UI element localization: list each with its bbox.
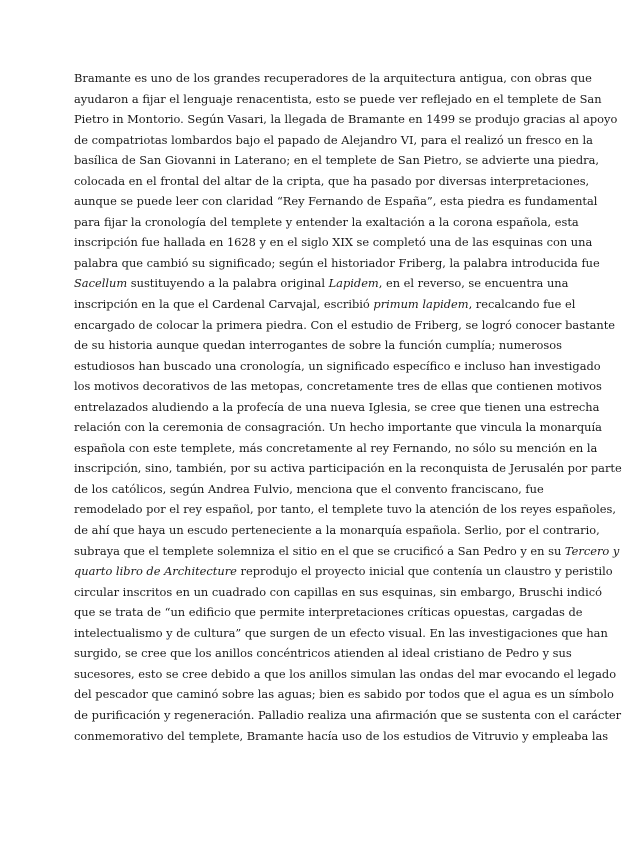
text-line: de purificación y regeneración. Palladio realiza una afirmación que se sustenta con el carácter xyxy=(74,707,622,722)
text-line: Bramante es uno de los grandes recuperadores de la arquitectura antigua, con obras que xyxy=(74,71,592,85)
text-line: de ahí que haya un escudo perteneciente a la monarquía española. Serlio, por el contrario, xyxy=(74,523,600,538)
text-line: remodelado por el rey español, por tanto, el templete tuvo la atención de los reyes españoles, xyxy=(74,502,616,517)
text-line: los motivos decorativos de las metopas, concretamente tres de ellas que contienen motivos xyxy=(74,379,602,394)
italic-term: Sacellum xyxy=(74,276,128,291)
text-line: surgido, se cree que los anillos concéntricos atienden al ideal cristiano de Pedro y sus xyxy=(74,646,572,661)
text-line: conmemorativo del templete, Bramante hacía uso de los estudios de Vitruvio y empleaba las xyxy=(74,728,609,743)
text-line: del pescador que caminó sobre las aguas; bien es sabido por todos que el agua es un símbolo xyxy=(74,687,614,702)
text-line: basílica de San Giovanni in Laterano; en el templete de San Pietro, se advierte una piedra, xyxy=(74,153,599,168)
text-line: intelectualismo y de cultura” que surgen de un efecto visual. En las investigaciones que han xyxy=(74,625,608,640)
text-line: subraya que el templete solemniza el sitio en el que se crucificó a San Pedro y en su Tercero y xyxy=(74,543,620,558)
text-line: Sacellum sustituyendo a la palabra original Lapidem, en el reverso, se encuentra una xyxy=(74,276,569,291)
text-line: de compatriotas lombardos bajo el papado de Alejandro VI, para el realizó un fresco en la xyxy=(74,132,593,147)
text-line: relación con la ceremonia de consagración. Un hecho importante que vincula la monarquía xyxy=(74,420,602,435)
text-line: entrelazados aludiendo a la profecía de una nueva Iglesia, se cree que tienen una estrecha xyxy=(74,399,600,414)
text-line: circular inscritos en un cuadrado con capillas en sus esquinas, sin embargo, Bruschi indicó xyxy=(74,584,602,599)
text-line: que se trata de “un edificio que permite interpretaciones críticas opuestas, cargadas de xyxy=(74,605,583,620)
text-line: quarto libro de Architecture reprodujo el proyecto inicial que contenía un claustro y peristilo xyxy=(74,564,613,579)
text-line: española con este templete, más concretamente al rey Fernando, no sólo su mención en la xyxy=(74,440,598,455)
text-line: inscripción fue hallada en 1628 y en el siglo XIX se completó una de las esquinas con una xyxy=(74,235,593,250)
text-line: colocada en el frontal del altar de la cripta, que ha pasado por diversas interpretaciones, xyxy=(74,173,590,188)
text-line: de los católicos, según Andrea Fulvio, menciona que el convento franciscano, fue xyxy=(74,481,544,496)
text-line: ayudaron a fijar el lenguaje renacentista, esto se puede ver reflejado en el templete de San xyxy=(74,91,602,106)
italic-term: quarto libro de Architecture xyxy=(74,564,237,579)
body-paragraph xyxy=(74,68,622,746)
text-line: estudiosos han buscado una cronología, un significado específico e incluso han investigado xyxy=(74,358,601,373)
italic-term: Tercero y xyxy=(564,543,620,558)
text-line: palabra que cambió su significado; según el historiador Friberg, la palabra introducida fue xyxy=(74,255,600,270)
text-line: para fijar la cronología del templete y entender la exaltación a la corona española, esta xyxy=(74,214,579,229)
text-line: Pietro in Montorio. Según Vasari, la llegada de Bramante en 1499 se produjo gracias al apoyo xyxy=(74,112,618,127)
text-line: inscripción, sino, también, por su activa participación en la reconquista de Jerusalén por parte xyxy=(74,461,622,476)
text-line: sucesores, esto se cree debido a que los anillos simulan las ondas del mar evocando el legado xyxy=(74,666,617,681)
text-line: encargado de colocar la primera piedra. Con el estudio de Friberg, se logró conocer bastante xyxy=(74,317,616,332)
italic-term: primum lapidem xyxy=(373,297,469,312)
text-line: de su historia aunque quedan interrogantes de sobre la función cumplía; numerosos xyxy=(74,338,562,353)
text-line: aunque se puede leer con claridad “Rey Fernando de España”, esta piedra es fundamental xyxy=(74,194,598,209)
text-line: inscripción en la que el Cardenal Carvajal, escribió primum lapidem, recalcando fue el xyxy=(74,297,576,312)
italic-term: Lapidem xyxy=(328,276,379,291)
